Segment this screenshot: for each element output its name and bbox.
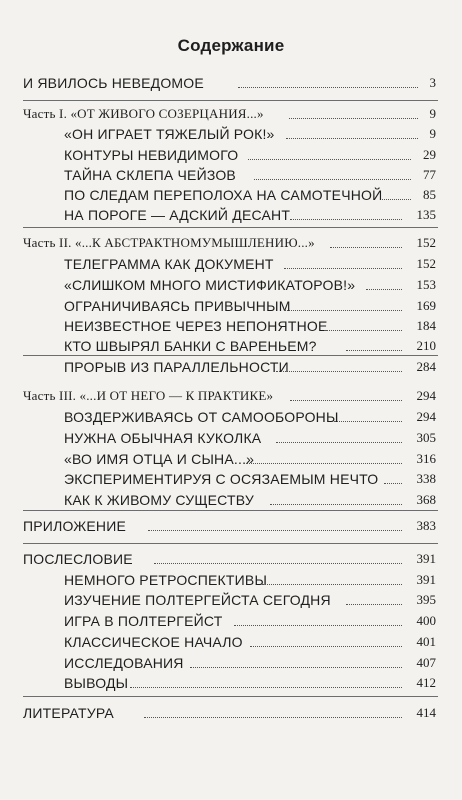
toc-entry-label: ОГРАНИЧИВАЯСЬ ПРИВЫЧНЫМ [64,298,291,314]
toc-entry-label: ИГРА В ПОЛТЕРГЕЙСТ [64,613,223,629]
toc-page-number: 184 [416,318,436,333]
toc-leader-dots [190,667,402,668]
toc-page-number: 414 [416,705,436,720]
toc-entry [0,124,462,144]
toc-entry-label: «ОН ИГРАЕТ ТЯЖЕЛЫЙ РОК!» [64,126,275,142]
toc-leader-dots [246,463,402,464]
toc-entry-label: Часть I. «ОТ ЖИВОГО СОЗЕРЦАНИЯ...» [23,106,264,121]
toc-leader-dots [384,483,402,484]
toc-page-number: 9 [429,106,436,121]
toc-leader-dots [284,310,402,311]
toc-entry [0,73,462,93]
toc-entry-label: ПО СЛЕДАМ ПЕРЕПОЛОХА НА САМОТЕЧНОЙ [64,187,383,203]
toc-entry [0,611,462,631]
toc-leader-dots [346,350,402,351]
toc-part-entry [0,386,462,406]
toc-entry [0,336,462,356]
toc-page-number: 305 [416,430,436,445]
toc-entry-label: «ВО ИМЯ ОТЦА И СЫНА...» [64,451,255,467]
toc-entry [0,570,462,590]
toc-leader-dots [254,179,411,180]
toc-entry [0,549,462,569]
section-divider [23,227,438,228]
toc-page-number: 395 [416,592,436,607]
toc-leader-dots [248,159,411,160]
toc-entry [0,632,462,652]
toc-entry [0,469,462,489]
toc-page-number: 85 [423,187,436,202]
toc-entry [0,254,462,274]
toc-page-number: 294 [416,388,436,403]
toc-leader-dots [276,442,402,443]
toc-entry [0,449,462,469]
toc-entry [0,205,462,225]
toc-leader-dots [270,504,402,505]
toc-entry-label: ПРИЛОЖЕНИЕ [23,518,127,534]
toc-entry [0,357,462,377]
toc-entry [0,145,462,165]
toc-page-number: 210 [416,338,436,353]
toc-entry-label: КАК К ЖИВОМУ СУЩЕСТВУ [64,492,254,508]
toc-entry-label: ЛИТЕРАТУРА [23,705,114,721]
toc-entry-label: ТАЙНА СКЛЕПА ЧЕЙЗОВ [64,167,236,183]
toc-leader-dots [346,604,402,605]
section-divider [23,510,438,511]
toc-page-number: 169 [416,298,436,313]
toc-entry-label: ЭКСПЕРИМЕНТИРУЯ С ОСЯЗАЕМЫМ НЕЧТО [64,471,379,487]
toc-entry-label: КТО ШВЫРЯЛ БАНКИ С ВАРЕНЬЕМ? [64,338,317,354]
toc-entry [0,703,462,723]
toc-entry-label: ПОСЛЕСЛОВИЕ [23,551,133,567]
toc-leader-dots [330,247,402,248]
toc-entry [0,316,462,336]
toc-page-number: 391 [416,551,436,566]
toc-page-number: 400 [416,613,436,628]
toc-leader-dots [324,330,402,331]
toc-entry-label: НА ПОРОГЕ — АДСКИЙ ДЕСАНТ [64,207,291,223]
toc-entry [0,275,462,295]
toc-entry [0,653,462,673]
toc-entry-label: КОНТУРЫ НЕВИДИМОГО [64,147,239,163]
toc-entry-label: ИССЛЕДОВАНИЯ [64,655,184,671]
toc-entry-label: НЕМНОГО РЕТРОСПЕКТИВЫ [64,572,268,588]
toc-leader-dots [276,371,402,372]
toc-leader-dots [286,138,418,139]
toc-entry [0,516,462,536]
toc-leader-dots [334,421,402,422]
toc-part-entry [0,233,462,253]
section-divider [23,100,438,101]
toc-leader-dots [284,268,402,269]
toc-page-number: 407 [416,655,436,670]
toc-page-number: 29 [423,147,436,162]
toc-page-number: 316 [416,451,436,466]
toc-page-number: 368 [416,492,436,507]
toc-entry [0,590,462,610]
toc-page-number: 401 [416,634,436,649]
toc-entry-label: Часть III. «...И ОТ НЕГО — К ПРАКТИКЕ» [23,388,274,403]
toc-page-number: 383 [416,518,436,533]
toc-leader-dots [234,625,402,626]
toc-entry [0,490,462,510]
toc-entry-label: ПРОРЫВ ИЗ ПАРАЛЛЕЛЬНОСТИ [64,359,289,375]
toc-leader-dots [382,199,411,200]
toc-leader-dots [250,646,402,647]
toc-leader-dots [290,219,402,220]
toc-page-number: 284 [416,359,436,374]
toc-leader-dots [148,530,402,531]
toc-page-number: 3 [429,75,436,90]
toc-page-number: 294 [416,409,436,424]
toc-leader-dots [130,687,402,688]
toc-leader-dots [262,584,402,585]
toc-leader-dots [366,289,402,290]
toc-entry [0,407,462,427]
toc-entry-label: КЛАССИЧЕСКОЕ НАЧАЛО [64,634,243,650]
toc-leader-dots [154,563,402,564]
toc-page-number: 153 [416,277,436,292]
toc-page-number: 338 [416,471,436,486]
toc-page-number: 152 [416,235,436,250]
toc-entry-label: «СЛИШКОМ МНОГО МИСТИФИКАТОРОВ!» [64,277,356,293]
section-divider [23,696,438,697]
toc-entry [0,296,462,316]
toc-page-number: 9 [429,126,436,141]
toc-page-number: 135 [416,207,436,222]
toc-entry-label: НУЖНА ОБЫЧНАЯ КУКОЛКА [64,430,262,446]
toc-page-number: 77 [423,167,436,182]
toc-entry-label: ВЫВОДЫ [64,675,129,691]
toc-entry-label: ВОЗДЕРЖИВАЯСЬ ОТ САМООБОРОНЫ [64,409,339,425]
toc-entry-label: ИЗУЧЕНИЕ ПОЛТЕРГЕЙСТА СЕГОДНЯ [64,592,331,608]
toc-leader-dots [289,118,418,119]
toc-leader-dots [144,717,402,718]
toc-entry-label: Часть II. «...К АБСТРАКТНОМУМЫШЛЕНИЮ...» [23,235,315,250]
page-title: Содержание [177,36,285,55]
section-divider [23,543,438,544]
toc-page-number: 152 [416,256,436,271]
toc-entry [0,673,462,693]
toc-entry-label: И ЯВИЛОСЬ НЕВЕДОМОЕ [23,75,204,91]
toc-entry [0,428,462,448]
toc-entry [0,165,462,185]
toc-entry [0,185,462,205]
toc-leader-dots [290,400,402,401]
toc-part-entry [0,104,462,124]
toc-leader-dots [238,87,418,88]
toc-entry-label: ТЕЛЕГРАММА КАК ДОКУМЕНТ [64,256,274,272]
toc-page-number: 391 [416,572,436,587]
toc-page-number: 412 [416,675,436,690]
toc-entry-label: НЕИЗВЕСТНОЕ ЧЕРЕЗ НЕПОНЯТНОЕ [64,318,328,334]
